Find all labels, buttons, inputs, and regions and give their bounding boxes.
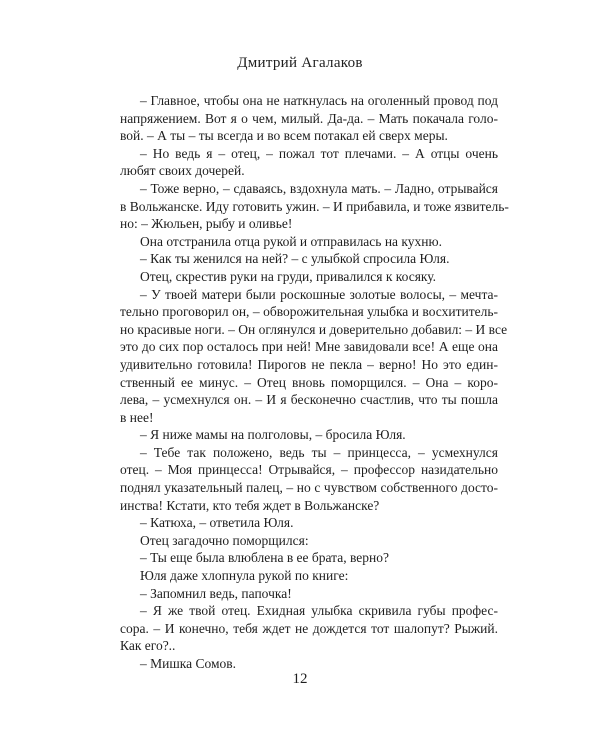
text-line: но: – Жюльен, рыбу и оливье! (120, 216, 293, 232)
text-line: вой. – А ты – ты всегда и во всем потакал ей сверх меры. (120, 128, 448, 144)
body-text (120, 92, 509, 673)
text-line: Отец загадочно поморщился: (140, 532, 309, 548)
text-line: любят своих дочерей. (120, 163, 245, 179)
text-line: инства! Кстати, кто тебя ждет в Вольжанске? (120, 497, 380, 513)
text-line: удивительно готовила! Пирогов не пекла – верно! Но это един- (120, 356, 498, 372)
text-line: в Вольжанске. Иду готовить ужин. – И прибавила, и тоже язвитель- (120, 198, 509, 214)
text-line: – Ты еще была влюблена в ее брата, верно? (140, 550, 389, 566)
text-line: напряжением. Вот я о чем, милый. Да-да. – Мать покачала голо- (120, 110, 498, 126)
text-line: – Главное, чтобы она не наткнулась на оголенный провод под (140, 93, 498, 108)
text-line: – Запомнил ведь, папочка! (140, 585, 292, 601)
text-line: – У твоей матери были роскошные золотые волосы, – мечта- (140, 286, 498, 302)
text-line: – Я же твой отец. Ехидная улыбка скривила губы профес- (140, 603, 498, 619)
text-line: это до сих пор осталось при ней! Мне завидовали все! А еще она (120, 339, 498, 355)
text-line: – Мишка Сомов. (140, 656, 237, 671)
text-line: – Тебе так положено, ведь ты – принцесса, – усмехнулся (140, 444, 498, 460)
text-line: – Я ниже мамы на полголовы, – бросила Юля. (140, 427, 406, 443)
text-line: Отец, скрестив руки на груди, привалился к косяку. (140, 268, 437, 284)
text-line: тельно проговорил он, – обворожительная улыбка и восхититель- (120, 304, 498, 320)
text-line: поднял указательный палец, – но с чувством собственного досто- (120, 480, 498, 496)
text-line: ственный ее минус. – Отец вновь поморщился. – Она – коро- (120, 374, 498, 390)
text-line: но красивые ноги. – Он оглянулся и доверительно добавил: – И все (120, 321, 508, 337)
text-line: Юля даже хлопнула рукой по книге: (140, 568, 349, 584)
text-line: – Но ведь я – отец, – пожал тот плечами. – А отцы очень (140, 145, 498, 161)
text-line: сора. – И конечно, тебя ждет не дождется тот шалопут? Рыжий. (120, 620, 498, 636)
text-line: – Как ты женился на ней? – с улыбкой спросила Юля. (140, 251, 450, 267)
text-line: Как его?.. (120, 638, 176, 654)
text-line: – Катюха, – ответила Юля. (140, 515, 294, 531)
page-number: 12 (292, 671, 308, 687)
text-line: – Тоже верно, – сдаваясь, вздохнула мать. – Ладно, отрывайся (140, 180, 498, 196)
text-line: в нее! (120, 409, 154, 425)
text-line: Она отстранила отца рукой и отправилась на кухню. (140, 233, 442, 249)
text-line: отец. – Моя принцесса! Отрывайся, – профессор назидательно (120, 462, 498, 478)
text-line: лева, – усмехнулся он. – И я бесконечно счастлив, что ты пошла (120, 392, 498, 408)
running-head-author: Дмитрий Агалаков (237, 55, 363, 71)
